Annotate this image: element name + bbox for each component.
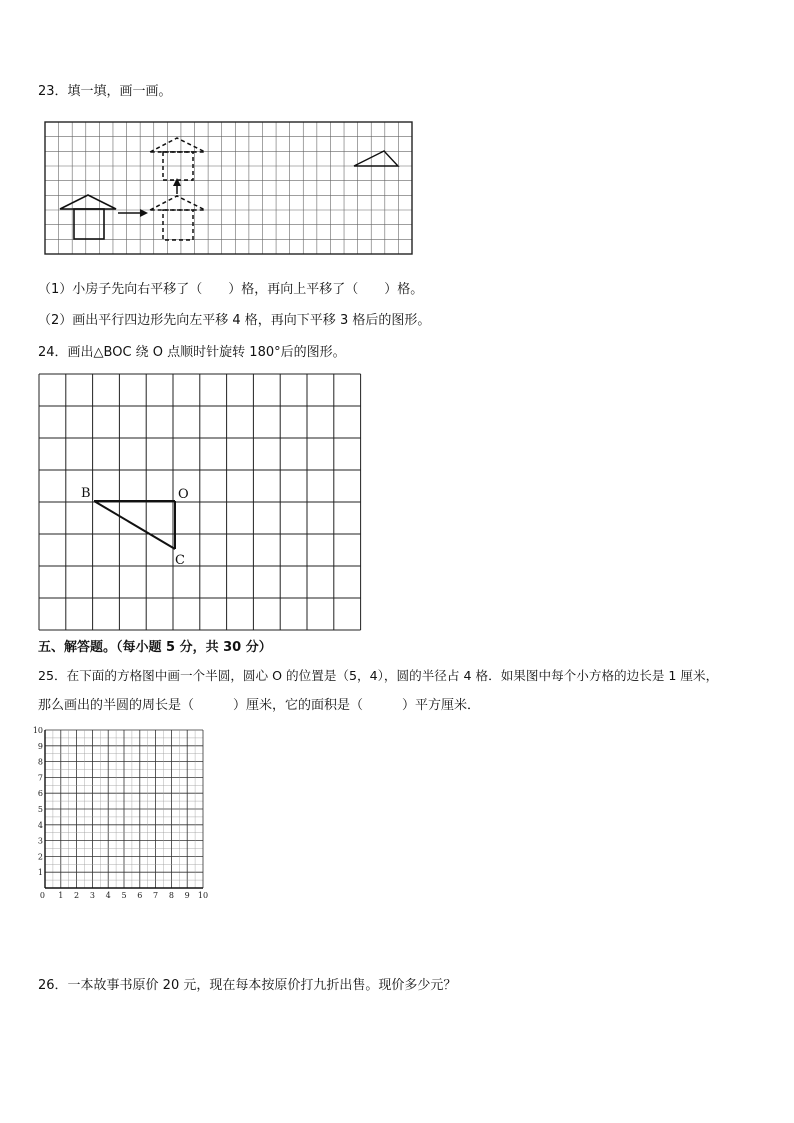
q24-grid	[39, 374, 361, 630]
house-translated-right	[150, 196, 205, 240]
q25-y-ticks	[33, 726, 43, 877]
q25-grid	[45, 730, 203, 888]
q23-title: 23．填一填，画一画。	[38, 84, 172, 99]
q26-title: 26．一本故事书原价 20 元，现在每本按原价打九折出售。现价多少元？	[38, 978, 457, 993]
q25-coordinate-grid	[34, 726, 218, 904]
x-tick-label: 5	[121, 891, 127, 900]
q23-part1: （1）小房子先向右平移了（ ）格，再向上平移了（ ）格。	[38, 282, 424, 297]
q23-grid-figure	[44, 121, 414, 257]
point-c-label: C	[175, 553, 185, 568]
x-tick-label: 10	[197, 891, 209, 900]
y-tick-label: 8	[37, 757, 43, 767]
q24-title: 24．画出△BOC 绕 O 点顺时针旋转 180°后的图形。	[38, 345, 346, 360]
x-tick-label: 0	[39, 891, 45, 900]
y-tick-label: 7	[37, 773, 43, 783]
q25-line2: 那么画出的半圆的周长是（ ）厘米，它的面积是（ ）平方厘米．	[38, 698, 481, 713]
y-tick-label: 5	[37, 805, 43, 814]
q23-part2: （2）画出平行四边形先向左平移 4 格，再向下平移 3 格后的图形。	[38, 313, 431, 328]
q25-x-ticks	[40, 891, 208, 900]
x-tick-label: 7	[153, 891, 159, 900]
x-tick-label: 1	[58, 891, 64, 900]
x-tick-label: 9	[184, 891, 190, 900]
parallelogram	[354, 151, 398, 166]
y-tick-label: 2	[37, 852, 43, 862]
x-tick-label: 4	[105, 891, 111, 900]
x-tick-label: 6	[137, 891, 143, 900]
y-tick-label: 10	[32, 726, 43, 735]
q25-line1: 25．在下面的方格图中画一个半圆，圆心 O 的位置是（5，4），圆的半径占 4 格．如果图中每个小方格的边长是 1 厘米，	[38, 668, 719, 683]
section5-title: 五、解答题。（每小题 5 分，共 30 分）	[38, 640, 272, 655]
y-tick-label: 6	[37, 789, 43, 799]
point-o-label: O	[178, 487, 189, 502]
y-tick-label: 1	[37, 868, 43, 878]
q23-grid	[45, 122, 412, 254]
x-tick-label: 8	[168, 891, 174, 900]
q24-grid-figure	[38, 373, 364, 631]
x-tick-label: 3	[89, 891, 95, 900]
y-tick-label: 3	[37, 836, 43, 846]
house-original	[60, 195, 116, 239]
house-translated-up	[150, 138, 205, 180]
y-tick-label: 9	[37, 741, 43, 751]
y-tick-label: 4	[37, 820, 43, 830]
triangle-boc	[94, 501, 175, 549]
x-tick-label: 2	[74, 891, 80, 900]
point-b-label: B	[81, 486, 91, 501]
